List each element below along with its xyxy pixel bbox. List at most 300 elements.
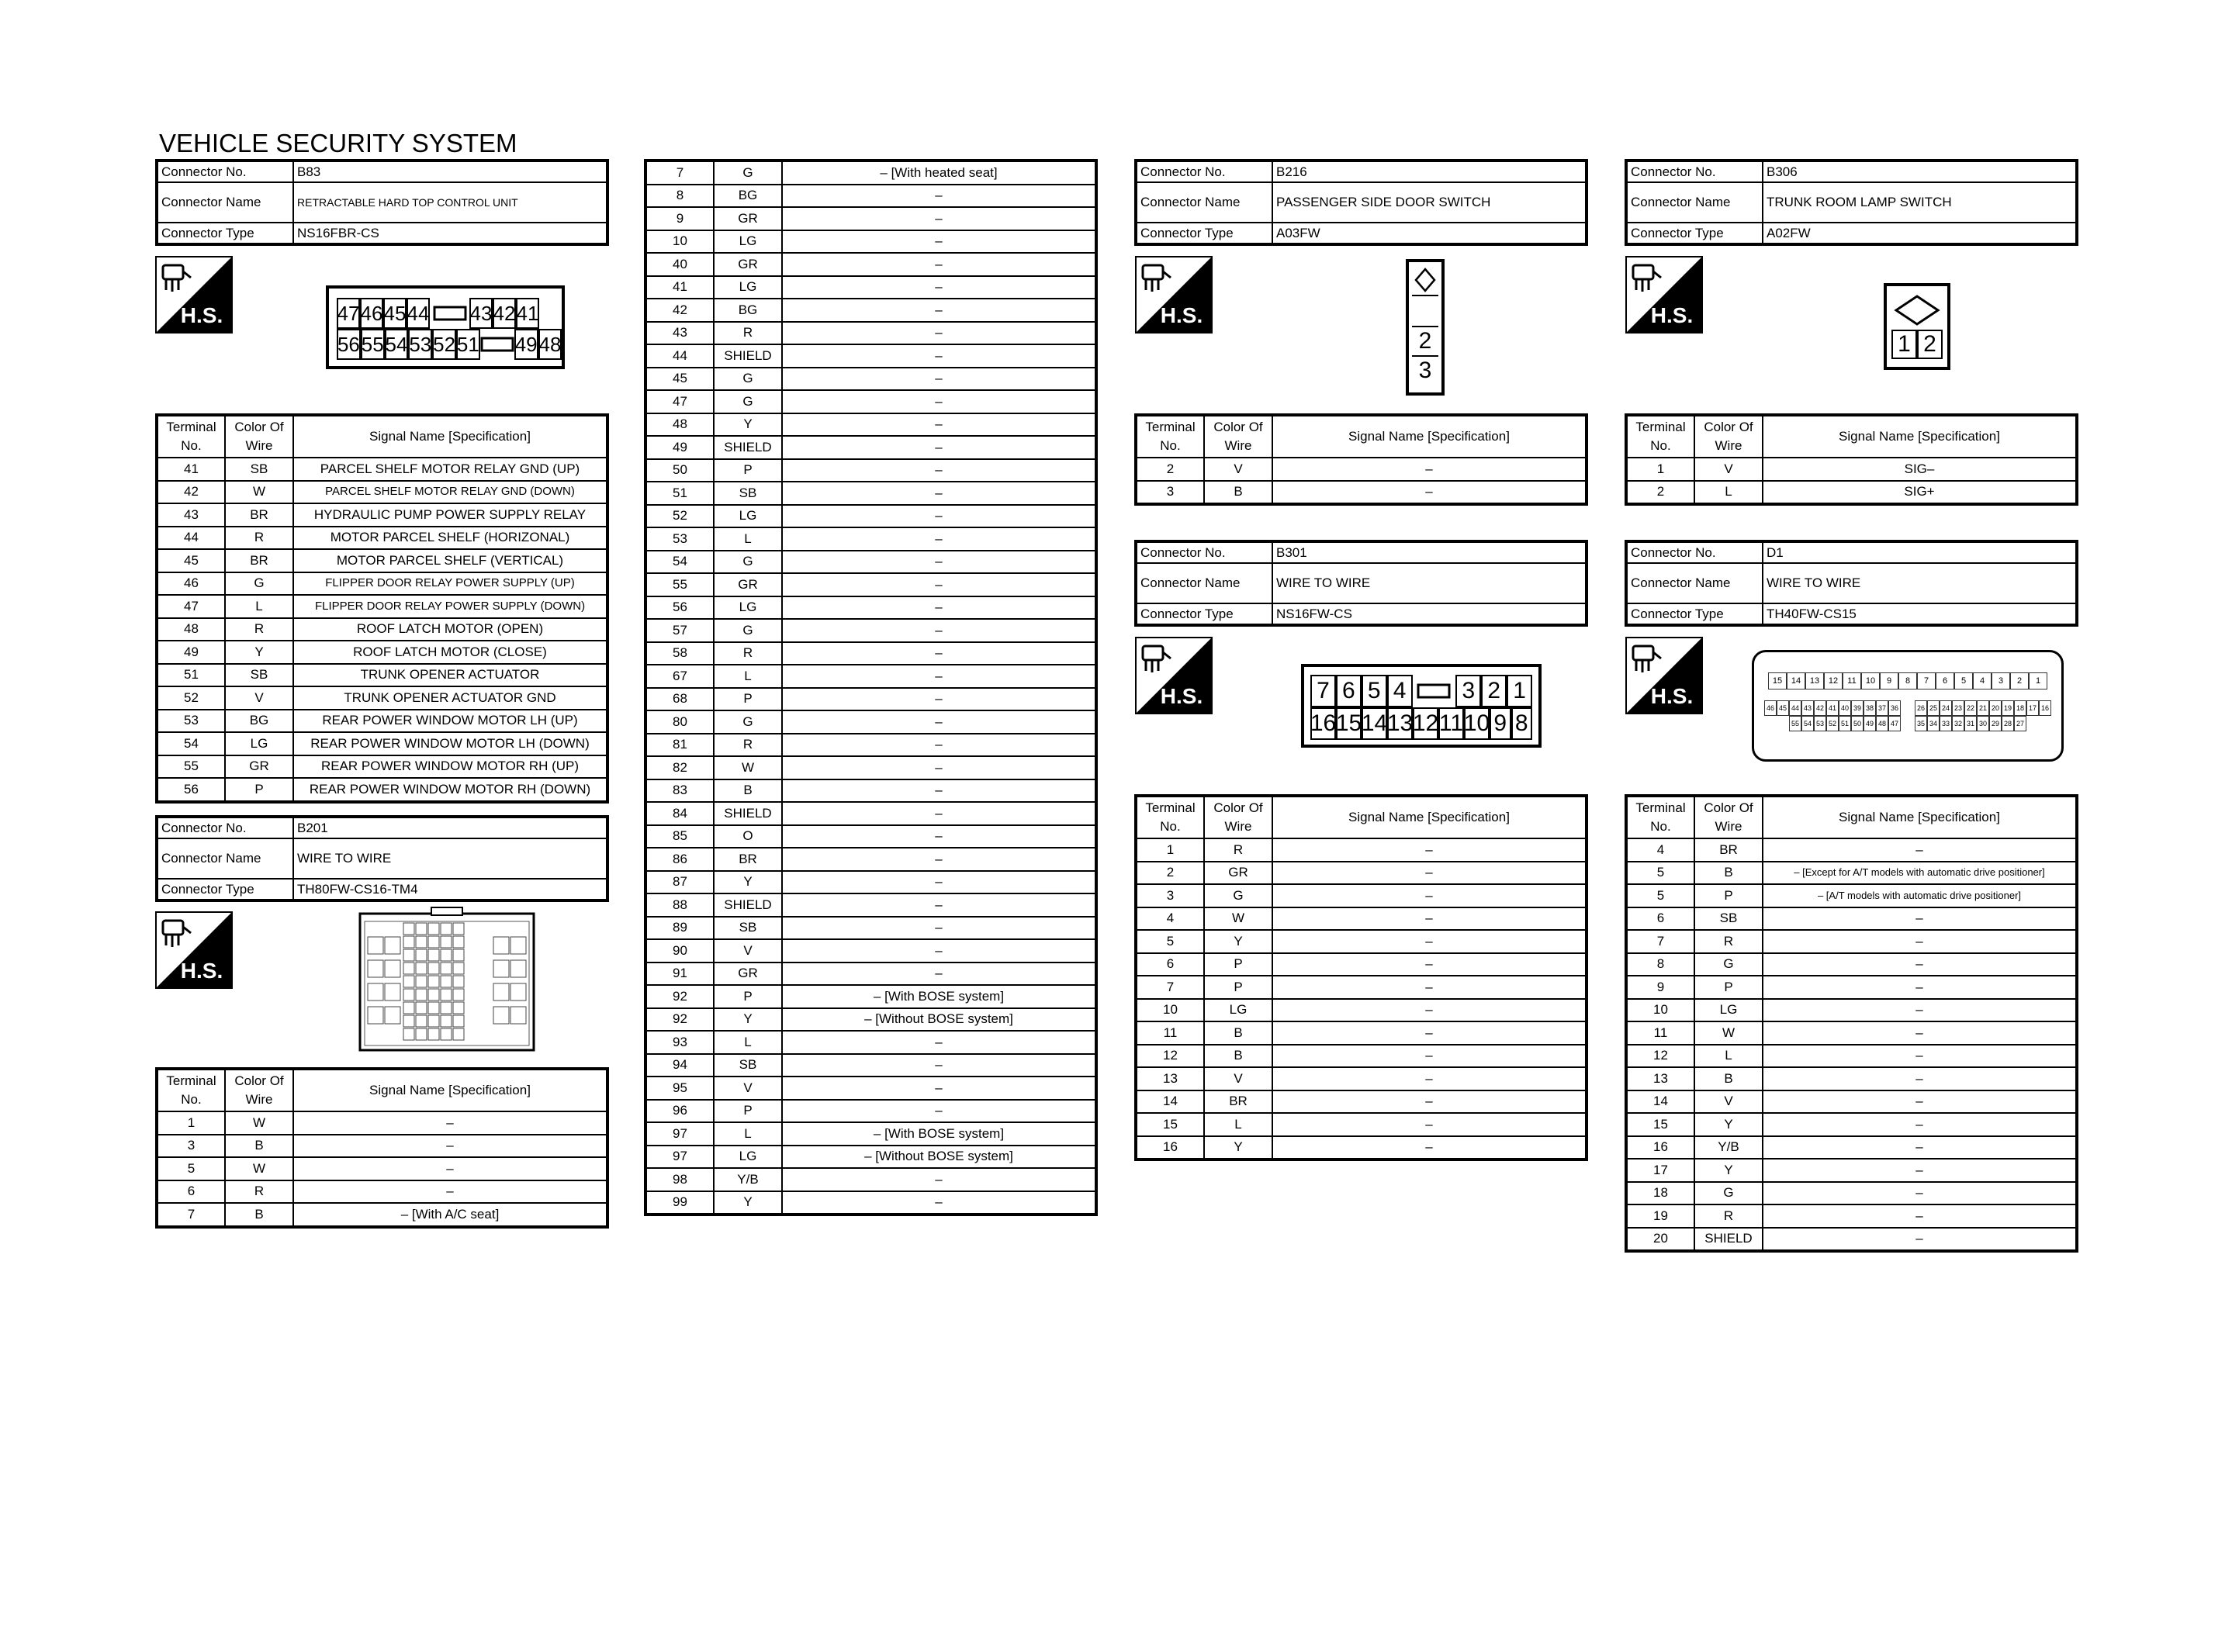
pin-16: 16 — [1310, 707, 1336, 740]
wire-color-cell: BR — [714, 848, 782, 871]
wire-color-cell: LG — [714, 505, 782, 528]
table-row — [645, 848, 1096, 871]
terminal-no-cell: 20 — [1626, 1228, 1694, 1252]
header-signal-name: Signal Name [Specification] — [1763, 415, 2077, 458]
wire-color-cell: W — [225, 481, 293, 504]
wire-color-cell: SB — [225, 458, 293, 481]
terminal-no-cell: 54 — [645, 551, 714, 574]
terminal-no-cell: 94 — [645, 1054, 714, 1077]
table-row — [157, 1203, 607, 1227]
terminal-no-cell: 11 — [1136, 1021, 1204, 1045]
pin-44: 44 — [407, 298, 430, 329]
pin-16: 16 — [2039, 700, 2051, 716]
terminal-no-cell: 57 — [645, 619, 714, 642]
wire-color-cell: R — [714, 322, 782, 345]
wire-color-cell: R — [225, 527, 293, 550]
wire-color-cell: G — [714, 710, 782, 734]
terminal-no-cell: 16 — [1626, 1136, 1694, 1160]
svg-text:H.S.: H.S. — [1650, 684, 1694, 708]
svg-text:H.S.: H.S. — [1160, 303, 1203, 327]
terminal-no-cell: 4 — [1626, 838, 1694, 862]
wire-color-cell: SHIELD — [714, 436, 782, 459]
table-row — [157, 778, 607, 802]
signal-name-cell: – — [782, 756, 1096, 779]
signal-name-cell: – [Except for A/T models with automatic drive positioner] — [1763, 862, 2077, 885]
wire-color-cell: L — [1204, 1113, 1272, 1136]
signal-name-cell: MOTOR PARCEL SHELF (VERTICAL) — [293, 549, 607, 572]
label-connector-name: Connector Name — [1626, 563, 1763, 603]
pin-49: 49 — [1864, 716, 1876, 731]
terminal-no-cell: 2 — [1626, 481, 1694, 505]
b216-connector-info — [1134, 159, 1588, 246]
label-connector-type: Connector Type — [157, 879, 293, 900]
terminal-no-cell: 8 — [1626, 953, 1694, 976]
terminal-no-cell: 92 — [645, 1008, 714, 1032]
table-row — [645, 596, 1096, 620]
terminal-no-cell: 7 — [645, 161, 714, 185]
wire-color-cell: BG — [714, 299, 782, 322]
pin-41: 41 — [1826, 700, 1839, 716]
pin-23: 23 — [1952, 700, 1964, 716]
pin-2: 2 — [2010, 672, 2029, 689]
terminal-no-cell: 47 — [157, 595, 225, 618]
wire-color-cell: P — [714, 1100, 782, 1123]
table-row — [157, 755, 607, 779]
terminal-no-cell: 99 — [645, 1191, 714, 1215]
signal-name-cell: – — [1272, 930, 1587, 953]
wire-color-cell: LG — [714, 276, 782, 299]
table-row — [1626, 481, 2077, 505]
terminal-no-cell: 1 — [1136, 838, 1204, 862]
pin-54: 54 — [1801, 716, 1814, 731]
terminal-no-cell: 12 — [1136, 1045, 1204, 1068]
terminal-no-cell: 10 — [1136, 999, 1204, 1022]
signal-name-cell: – — [1763, 1090, 2077, 1114]
signal-name-cell: – — [1763, 907, 2077, 931]
table-row — [645, 322, 1096, 345]
terminal-no-cell: 15 — [1136, 1113, 1204, 1136]
wire-color-cell: V — [714, 939, 782, 963]
key-slot-icon — [430, 298, 469, 329]
signal-name-cell: – — [782, 596, 1096, 620]
signal-name-cell: – — [782, 185, 1096, 208]
terminal-no-cell: 3 — [1136, 884, 1204, 907]
signal-name-cell: – — [782, 390, 1096, 413]
signal-name-cell: – — [782, 642, 1096, 665]
table-row — [1136, 1090, 1587, 1114]
pin-15: 15 — [1336, 707, 1362, 740]
wire-color-cell: SB — [714, 917, 782, 940]
table-row — [1626, 862, 2077, 885]
pin-3: 3 — [1455, 675, 1481, 707]
pin-46: 46 — [360, 298, 383, 329]
signal-name-cell: – — [1763, 1021, 2077, 1045]
signal-name-cell: – — [782, 344, 1096, 368]
pin-10: 10 — [1464, 707, 1490, 740]
table-row — [645, 1146, 1096, 1169]
pin-9: 9 — [1490, 707, 1511, 740]
wire-color-cell: LG — [714, 230, 782, 254]
signal-name-cell: – — [782, 413, 1096, 437]
signal-name-cell: – — [782, 276, 1096, 299]
terminal-no-cell: 7 — [157, 1203, 225, 1227]
b201-connector-info — [155, 815, 609, 902]
signal-name-cell: – — [1272, 976, 1587, 999]
wire-color-cell: R — [1694, 930, 1763, 953]
table-row — [645, 779, 1096, 803]
signal-name-cell: SIG– — [1763, 458, 2077, 481]
b201-connector-name: WIRE TO WIRE — [293, 838, 607, 879]
table-row — [645, 185, 1096, 208]
table-row — [1626, 884, 2077, 907]
table-row — [157, 549, 607, 572]
table-row — [157, 1135, 607, 1158]
table-row — [1626, 999, 2077, 1022]
wire-color-cell: L — [714, 527, 782, 551]
header-signal-name: Signal Name [Specification] — [293, 1069, 607, 1111]
pin-55: 55 — [361, 329, 385, 360]
table-row — [157, 481, 607, 504]
pin-25: 25 — [1927, 700, 1940, 716]
terminal-no-cell: 80 — [645, 710, 714, 734]
label-connector-no: Connector No. — [1626, 161, 1763, 182]
table-row — [157, 686, 607, 710]
table-row — [645, 1077, 1096, 1100]
wire-color-cell: GR — [225, 755, 293, 779]
terminal-no-cell: 52 — [157, 686, 225, 710]
terminal-no-cell: 17 — [1626, 1159, 1694, 1182]
table-row — [1136, 838, 1587, 862]
wire-color-cell: Y — [1204, 930, 1272, 953]
table-row — [645, 1054, 1096, 1077]
wire-color-cell: P — [1204, 976, 1272, 999]
signal-name-cell: – [Without BOSE system] — [782, 1146, 1096, 1169]
pin-21: 21 — [1977, 700, 1989, 716]
wire-color-cell: R — [225, 1180, 293, 1204]
wire-color-cell: B — [1694, 862, 1763, 885]
pin-9: 9 — [1880, 672, 1898, 689]
table-row — [645, 161, 1096, 185]
table-row — [645, 893, 1096, 917]
terminal-no-cell: 45 — [157, 549, 225, 572]
terminal-no-cell: 46 — [157, 572, 225, 596]
b201-connector-face — [357, 906, 537, 1055]
wire-color-cell: Y/B — [1694, 1136, 1763, 1160]
table-row — [1136, 1021, 1587, 1045]
terminal-no-cell: 53 — [645, 527, 714, 551]
terminal-no-cell: 10 — [1626, 999, 1694, 1022]
harness-side-icon — [1135, 256, 1213, 334]
wire-color-cell: B — [1204, 1021, 1272, 1045]
wire-color-cell: LG — [225, 732, 293, 755]
wire-color-cell: LG — [1204, 999, 1272, 1022]
wire-color-cell: G — [1694, 953, 1763, 976]
b83-connector-info — [155, 159, 609, 246]
signal-name-cell: – — [782, 527, 1096, 551]
pin-50: 50 — [1851, 716, 1864, 731]
header-color-of-wire: Color Of Wire — [225, 1069, 293, 1111]
pin-6: 6 — [1936, 672, 1954, 689]
wire-color-cell: G — [714, 161, 782, 185]
terminal-no-cell: 41 — [157, 458, 225, 481]
pin-35: 35 — [1915, 716, 1927, 731]
wire-color-cell: R — [714, 734, 782, 757]
table-row — [645, 985, 1096, 1008]
pin-gap — [1901, 700, 1915, 716]
terminal-no-cell: 48 — [157, 618, 225, 641]
header-color-of-wire: Color Of Wire — [225, 415, 293, 458]
wire-color-cell: Y — [1694, 1159, 1763, 1182]
signal-name-cell: – — [1272, 838, 1587, 862]
table-row — [1136, 862, 1587, 885]
signal-name-cell: – — [293, 1180, 607, 1204]
wire-color-cell: P — [225, 778, 293, 802]
terminal-no-cell: 2 — [1136, 458, 1204, 481]
wire-color-cell: Y/B — [714, 1168, 782, 1191]
signal-name-cell: TRUNK OPENER ACTUATOR GND — [293, 686, 607, 710]
table-row — [645, 344, 1096, 368]
wire-color-cell: L — [225, 595, 293, 618]
signal-name-cell: – — [782, 322, 1096, 345]
pin-8: 8 — [1898, 672, 1917, 689]
wire-color-cell: W — [225, 1111, 293, 1135]
wire-color-cell: P — [1204, 953, 1272, 976]
signal-name-cell: – — [1272, 1067, 1587, 1090]
terminal-no-cell: 51 — [645, 482, 714, 505]
wire-color-cell: SB — [1694, 907, 1763, 931]
signal-name-cell: REAR POWER WINDOW MOTOR RH (UP) — [293, 755, 607, 779]
terminal-no-cell: 89 — [645, 917, 714, 940]
signal-name-cell: – — [1272, 884, 1587, 907]
pin-53: 53 — [408, 329, 432, 360]
table-row — [645, 299, 1096, 322]
terminal-no-cell: 7 — [1136, 976, 1204, 999]
signal-name-cell: – — [1763, 1228, 2077, 1252]
signal-name-cell: – — [1272, 481, 1587, 505]
terminal-no-cell: 10 — [645, 230, 714, 254]
terminal-no-cell: 55 — [157, 755, 225, 779]
signal-name-cell: – — [1272, 1136, 1587, 1160]
wire-color-cell: P — [1694, 976, 1763, 999]
table-row — [645, 825, 1096, 848]
wire-color-cell: L — [1694, 1045, 1763, 1068]
signal-name-cell: – — [782, 299, 1096, 322]
terminal-no-cell: 1 — [157, 1111, 225, 1135]
pin-54: 54 — [385, 329, 409, 360]
pin-43: 43 — [1801, 700, 1814, 716]
pin-44: 44 — [1789, 700, 1801, 716]
table-row — [1626, 1136, 2077, 1160]
pin-5: 5 — [1954, 672, 1973, 689]
wire-color-cell: V — [1204, 458, 1272, 481]
pin-42: 42 — [493, 298, 516, 329]
signal-name-cell: – [A/T models with automatic drive positioner] — [1763, 884, 2077, 907]
signal-name-cell: – — [1763, 1045, 2077, 1068]
signal-name-cell: – — [782, 1100, 1096, 1123]
wire-color-cell: V — [1204, 1067, 1272, 1090]
signal-name-cell: MOTOR PARCEL SHELF (HORIZONAL) — [293, 527, 607, 550]
terminal-no-cell: 5 — [1626, 862, 1694, 885]
table-row — [1136, 1067, 1587, 1090]
terminal-no-cell: 5 — [157, 1157, 225, 1180]
d1-terminal-table — [1625, 794, 2078, 1253]
terminal-no-cell: 95 — [645, 1077, 714, 1100]
label-connector-no: Connector No. — [157, 817, 293, 838]
wire-color-cell: G — [714, 368, 782, 391]
signal-name-cell: – — [782, 665, 1096, 688]
wire-color-cell: P — [1694, 884, 1763, 907]
pin-4: 4 — [1387, 675, 1413, 707]
terminal-no-cell: 6 — [1136, 953, 1204, 976]
wire-color-cell: Y — [714, 413, 782, 437]
terminal-no-cell: 67 — [645, 665, 714, 688]
terminal-no-cell: 6 — [1626, 907, 1694, 931]
pin-10: 10 — [1861, 672, 1880, 689]
key-slot-icon — [480, 329, 514, 360]
signal-name-cell: – [With A/C seat] — [293, 1203, 607, 1227]
b301-connector-type: NS16FW-CS — [1272, 603, 1587, 625]
wire-color-cell: L — [714, 665, 782, 688]
terminal-no-cell: 3 — [157, 1135, 225, 1158]
table-row — [157, 710, 607, 733]
signal-name-cell: PARCEL SHELF MOTOR RELAY GND (UP) — [293, 458, 607, 481]
key-diamond-icon — [1891, 291, 1943, 330]
label-connector-type: Connector Type — [1626, 223, 1763, 244]
d1-connector-face — [1752, 650, 2064, 762]
terminal-no-cell: 3 — [1136, 481, 1204, 505]
header-terminal-no: Terminal No. — [1626, 796, 1694, 838]
pin-31: 31 — [1964, 716, 1977, 731]
wire-color-cell: LG — [1694, 999, 1763, 1022]
signal-name-cell: – — [1763, 1067, 2077, 1090]
signal-name-cell: – — [782, 871, 1096, 894]
pin-40: 40 — [1839, 700, 1851, 716]
signal-name-cell: – — [1272, 1045, 1587, 1068]
pin-41: 41 — [516, 298, 539, 329]
wire-color-cell: B — [714, 779, 782, 803]
harness-side-icon — [1625, 637, 1703, 714]
signal-name-cell: – — [782, 459, 1096, 482]
table-row — [1136, 953, 1587, 976]
pin-13: 13 — [1805, 672, 1824, 689]
header-signal-name: Signal Name [Specification] — [1763, 796, 2077, 838]
wire-color-cell: SHIELD — [714, 344, 782, 368]
b201-terminal-table-continued — [644, 159, 1098, 1216]
wire-color-cell: W — [714, 756, 782, 779]
b301-connector-no: B301 — [1272, 541, 1587, 563]
terminal-no-cell: 13 — [1136, 1067, 1204, 1090]
svg-text:H.S.: H.S. — [180, 959, 223, 983]
header-signal-name: Signal Name [Specification] — [1272, 796, 1587, 838]
signal-name-cell: – [With heated seat] — [782, 161, 1096, 185]
pin-45: 45 — [383, 298, 407, 329]
wire-color-cell: R — [1694, 1204, 1763, 1228]
table-row — [1626, 1021, 2077, 1045]
label-connector-name: Connector Name — [157, 838, 293, 879]
table-row — [645, 734, 1096, 757]
b306-connector-name: TRUNK ROOM LAMP SWITCH — [1763, 182, 2077, 223]
pin-53: 53 — [1814, 716, 1826, 731]
table-row — [645, 619, 1096, 642]
signal-name-cell: REAR POWER WINDOW MOTOR LH (UP) — [293, 710, 607, 733]
label-connector-name: Connector Name — [157, 182, 293, 223]
terminal-no-cell: 43 — [645, 322, 714, 345]
table-row — [1136, 458, 1587, 481]
wire-color-cell: G — [225, 572, 293, 596]
signal-name-cell: – — [782, 802, 1096, 825]
pin-8: 8 — [1511, 707, 1533, 740]
signal-name-cell: – — [782, 1054, 1096, 1077]
wire-color-cell: Y — [714, 871, 782, 894]
signal-name-cell: – — [782, 963, 1096, 986]
wire-color-cell: G — [714, 551, 782, 574]
svg-text:H.S.: H.S. — [180, 303, 223, 327]
signal-name-cell: – — [1763, 999, 2077, 1022]
pin-1: 1 — [1507, 675, 1532, 707]
table-row — [645, 368, 1096, 391]
signal-name-cell: – — [782, 917, 1096, 940]
pin-37: 37 — [1876, 700, 1888, 716]
signal-name-cell: REAR POWER WINDOW MOTOR LH (DOWN) — [293, 732, 607, 755]
wire-color-cell: GR — [714, 207, 782, 230]
table-row — [645, 665, 1096, 688]
terminal-no-cell: 42 — [645, 299, 714, 322]
signal-name-cell: – — [1763, 1204, 2077, 1228]
wire-color-cell: R — [1204, 838, 1272, 862]
table-row — [1136, 1113, 1587, 1136]
table-row — [645, 1191, 1096, 1215]
wire-color-cell: P — [714, 985, 782, 1008]
signal-name-cell: SIG+ — [1763, 481, 2077, 505]
terminal-no-cell: 51 — [157, 664, 225, 687]
table-row — [645, 413, 1096, 437]
signal-name-cell: – — [782, 779, 1096, 803]
signal-name-cell: – — [782, 688, 1096, 711]
signal-name-cell: – — [1272, 458, 1587, 481]
terminal-no-cell: 52 — [645, 505, 714, 528]
terminal-no-cell: 58 — [645, 642, 714, 665]
pin-14: 14 — [1362, 707, 1387, 740]
table-row — [645, 1031, 1096, 1054]
pin-43: 43 — [469, 298, 493, 329]
terminal-no-cell: 97 — [645, 1146, 714, 1169]
table-row — [645, 871, 1096, 894]
terminal-no-cell: 85 — [645, 825, 714, 848]
wire-color-cell: Y — [1694, 1113, 1763, 1136]
signal-name-cell: – — [1272, 1113, 1587, 1136]
pin-28: 28 — [2002, 716, 2014, 731]
pin-48: 48 — [1876, 716, 1888, 731]
pin-26: 26 — [1915, 700, 1927, 716]
terminal-no-cell: 81 — [645, 734, 714, 757]
terminal-no-cell: 56 — [157, 778, 225, 802]
table-row — [1136, 930, 1587, 953]
pin-14: 14 — [1787, 672, 1805, 689]
signal-name-cell: – — [293, 1157, 607, 1180]
wire-color-cell: Y — [714, 1191, 782, 1215]
table-row — [1626, 1228, 2077, 1252]
signal-name-cell: – — [782, 482, 1096, 505]
table-row — [645, 390, 1096, 413]
wire-color-cell: L — [714, 1122, 782, 1146]
wire-color-cell: SHIELD — [1694, 1228, 1763, 1252]
terminal-no-cell: 6 — [157, 1180, 225, 1204]
label-connector-no: Connector No. — [1626, 541, 1763, 563]
terminal-no-cell: 40 — [645, 253, 714, 276]
b306-connector-no: B306 — [1763, 161, 2077, 182]
pin-3: 3 — [1412, 355, 1438, 385]
terminal-no-cell: 14 — [1136, 1090, 1204, 1114]
